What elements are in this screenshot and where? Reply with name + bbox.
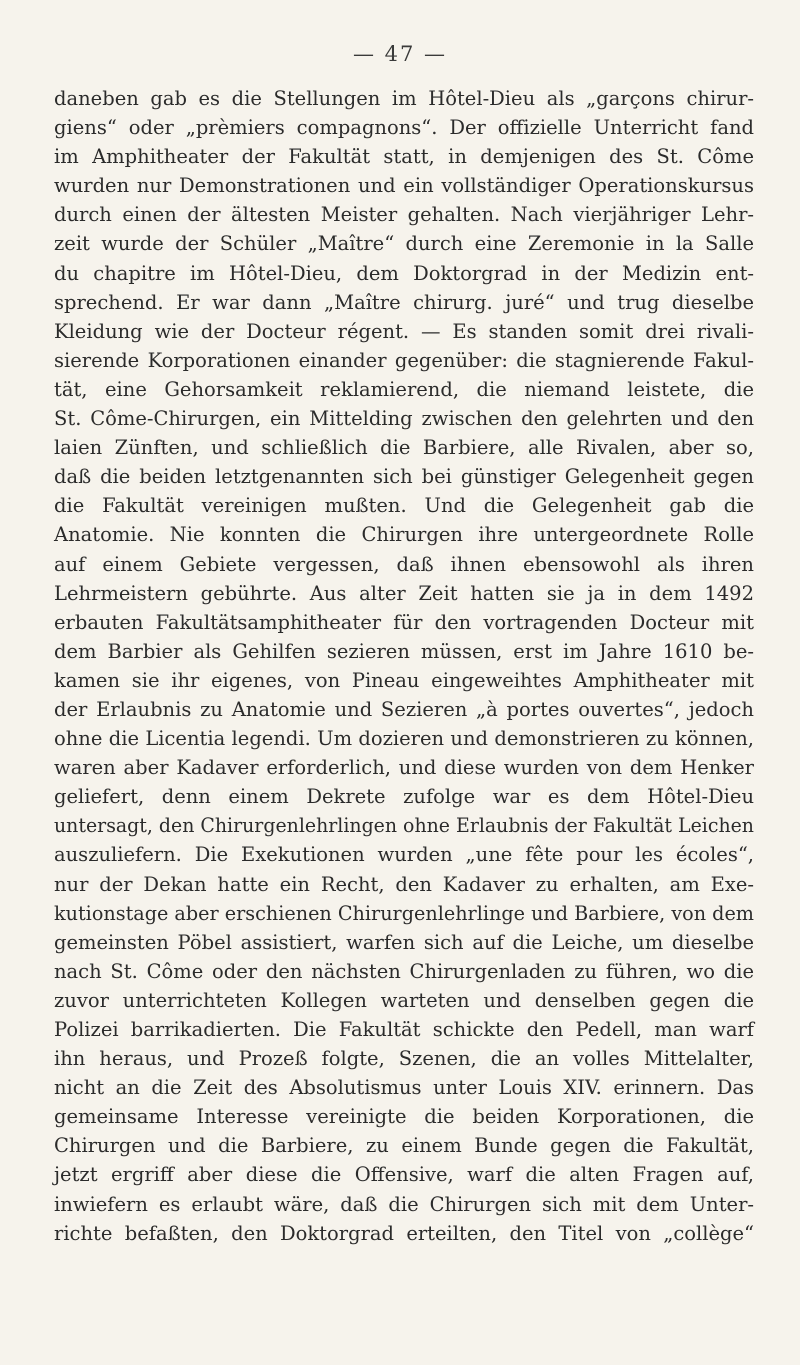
text-line: St. Côme-Chirurgen, ein Mittelding zwischen den gelehrten und den [54,407,754,431]
text-line: dem Barbier als Gehilfen sezieren müssen, erst im Jahre 1610 be- [54,639,754,663]
text-line: Lehrmeistern gebührte. Aus alter Zeit hatten sie ja in dem 1492 [54,581,754,605]
text-line: geliefert, denn einem Dekrete zufolge war es dem Hôtel-Dieu [54,785,754,809]
text-line: kutionstage aber erschienen Chirurgenlehrlinge und Barbiere, von dem [54,901,754,925]
text-line: giens“ oder „prèmiers compagnons“. Der offizielle Unterricht fand [54,116,754,140]
text-line: ihn heraus, und Prozeß folgte, Szenen, die an volles Mittelalter, [54,1047,754,1071]
text-line: zeit wurde der Schüler „Maître“ durch eine Zeremonie in la Salle [54,232,754,256]
text-line: nicht an die Zeit des Absolutismus unter Louis XIV. erinnern. Das [54,1076,754,1100]
text-line: waren aber Kadaver erforderlich, und diese wurden von dem Henker [54,756,754,780]
text-line: wurden nur Demonstrationen und ein vollständiger Operationskursus [54,174,754,198]
text-line: jetzt ergriff aber diese die Offensive, warf die alten Fragen auf, [54,1163,754,1187]
text-line: du chapitre im Hôtel-Dieu, dem Doktorgrad in der Medizin ent- [54,261,754,285]
page-number-header: — 47 — [352,42,448,66]
text-line: inwiefern es erlaubt wäre, daß die Chirurgen sich mit dem Unter- [54,1192,754,1216]
text-line: der Erlaubnis zu Anatomie und Sezieren „à portes ouvertes“, jedoch [54,697,754,721]
text-line: Chirurgen und die Barbiere, zu einem Bunde gegen die Fakultät, [54,1134,754,1158]
text-line: daneben gab es die Stellungen im Hôtel-Dieu als „garçons chirur- [54,87,754,110]
text-line: nur der Dekan hatte ein Recht, den Kadaver zu erhalten, am Exe- [54,872,754,896]
text-line: Polizei barrikadierten. Die Fakultät schickte den Pedell, man warf [54,1018,754,1041]
text-line: sprechend. Er war dann „Maître chirurg. juré“ und trug dieselbe [54,290,754,314]
text-line: auf einem Gebiete vergessen, daß ihnen ebensowohl als ihren [54,552,754,576]
text-line: untersagt, den Chirurgenlehrlingen ohne Erlaubnis der Fakultät Leichen [54,814,754,838]
text-line: auszuliefern. Die Exekutionen wurden „une fête pour les écoles“, [54,843,754,867]
text-line: Anatomie. Nie konnten die Chirurgen ihre untergeordnete Rolle [54,523,754,547]
text-line: tät, eine Gehorsamkeit reklamierend, die niemand leistete, die [54,377,754,401]
text-line: im Amphitheater der Fakultät statt, in demjenigen des St. Côme [54,145,754,169]
text-line: gemeinsame Interesse vereinigte die beiden Korporationen, die [54,1105,754,1129]
text-line: Kleidung wie der Docteur régent. — Es standen somit drei rivali- [54,319,754,343]
text-line: die Fakultät vereinigen mußten. Und die Gelegenheit gab die [54,494,754,518]
text-line: erbauten Fakultätsamphitheater für den vortragenden Docteur mit [54,610,754,634]
text-line: kamen sie ihr eigenes, von Pineau eingeweihtes Amphitheater mit [54,668,754,692]
text-line: daß die beiden letztgenannten sich bei günstiger Gelegenheit gegen [54,465,754,489]
text-line: nach St. Côme oder den nächsten Chirurgenladen zu führen, wo die [54,959,754,983]
text-line: richte befaßten, den Doktorgrad erteilten, den Titel von „collège“ [54,1221,754,1245]
text-line: ohne die Licentia legendi. Um dozieren und demonstrieren zu können, [54,727,754,751]
text-line: sierende Korporationen einander gegenüber: die stagnierende Fakul- [54,348,754,372]
text-line: durch einen der ältesten Meister gehalten. Nach vierjähriger Lehr- [54,203,754,227]
text-line: gemeinsten Pöbel assistiert, warfen sich auf die Leiche, um dieselbe [54,930,754,954]
text-line: laien Zünften, und schließlich die Barbiere, alle Rivalen, aber so, [54,436,754,460]
text-line: zuvor unterrichteten Kollegen warteten und denselben gegen die [54,988,754,1012]
body-text [54,84,754,1248]
